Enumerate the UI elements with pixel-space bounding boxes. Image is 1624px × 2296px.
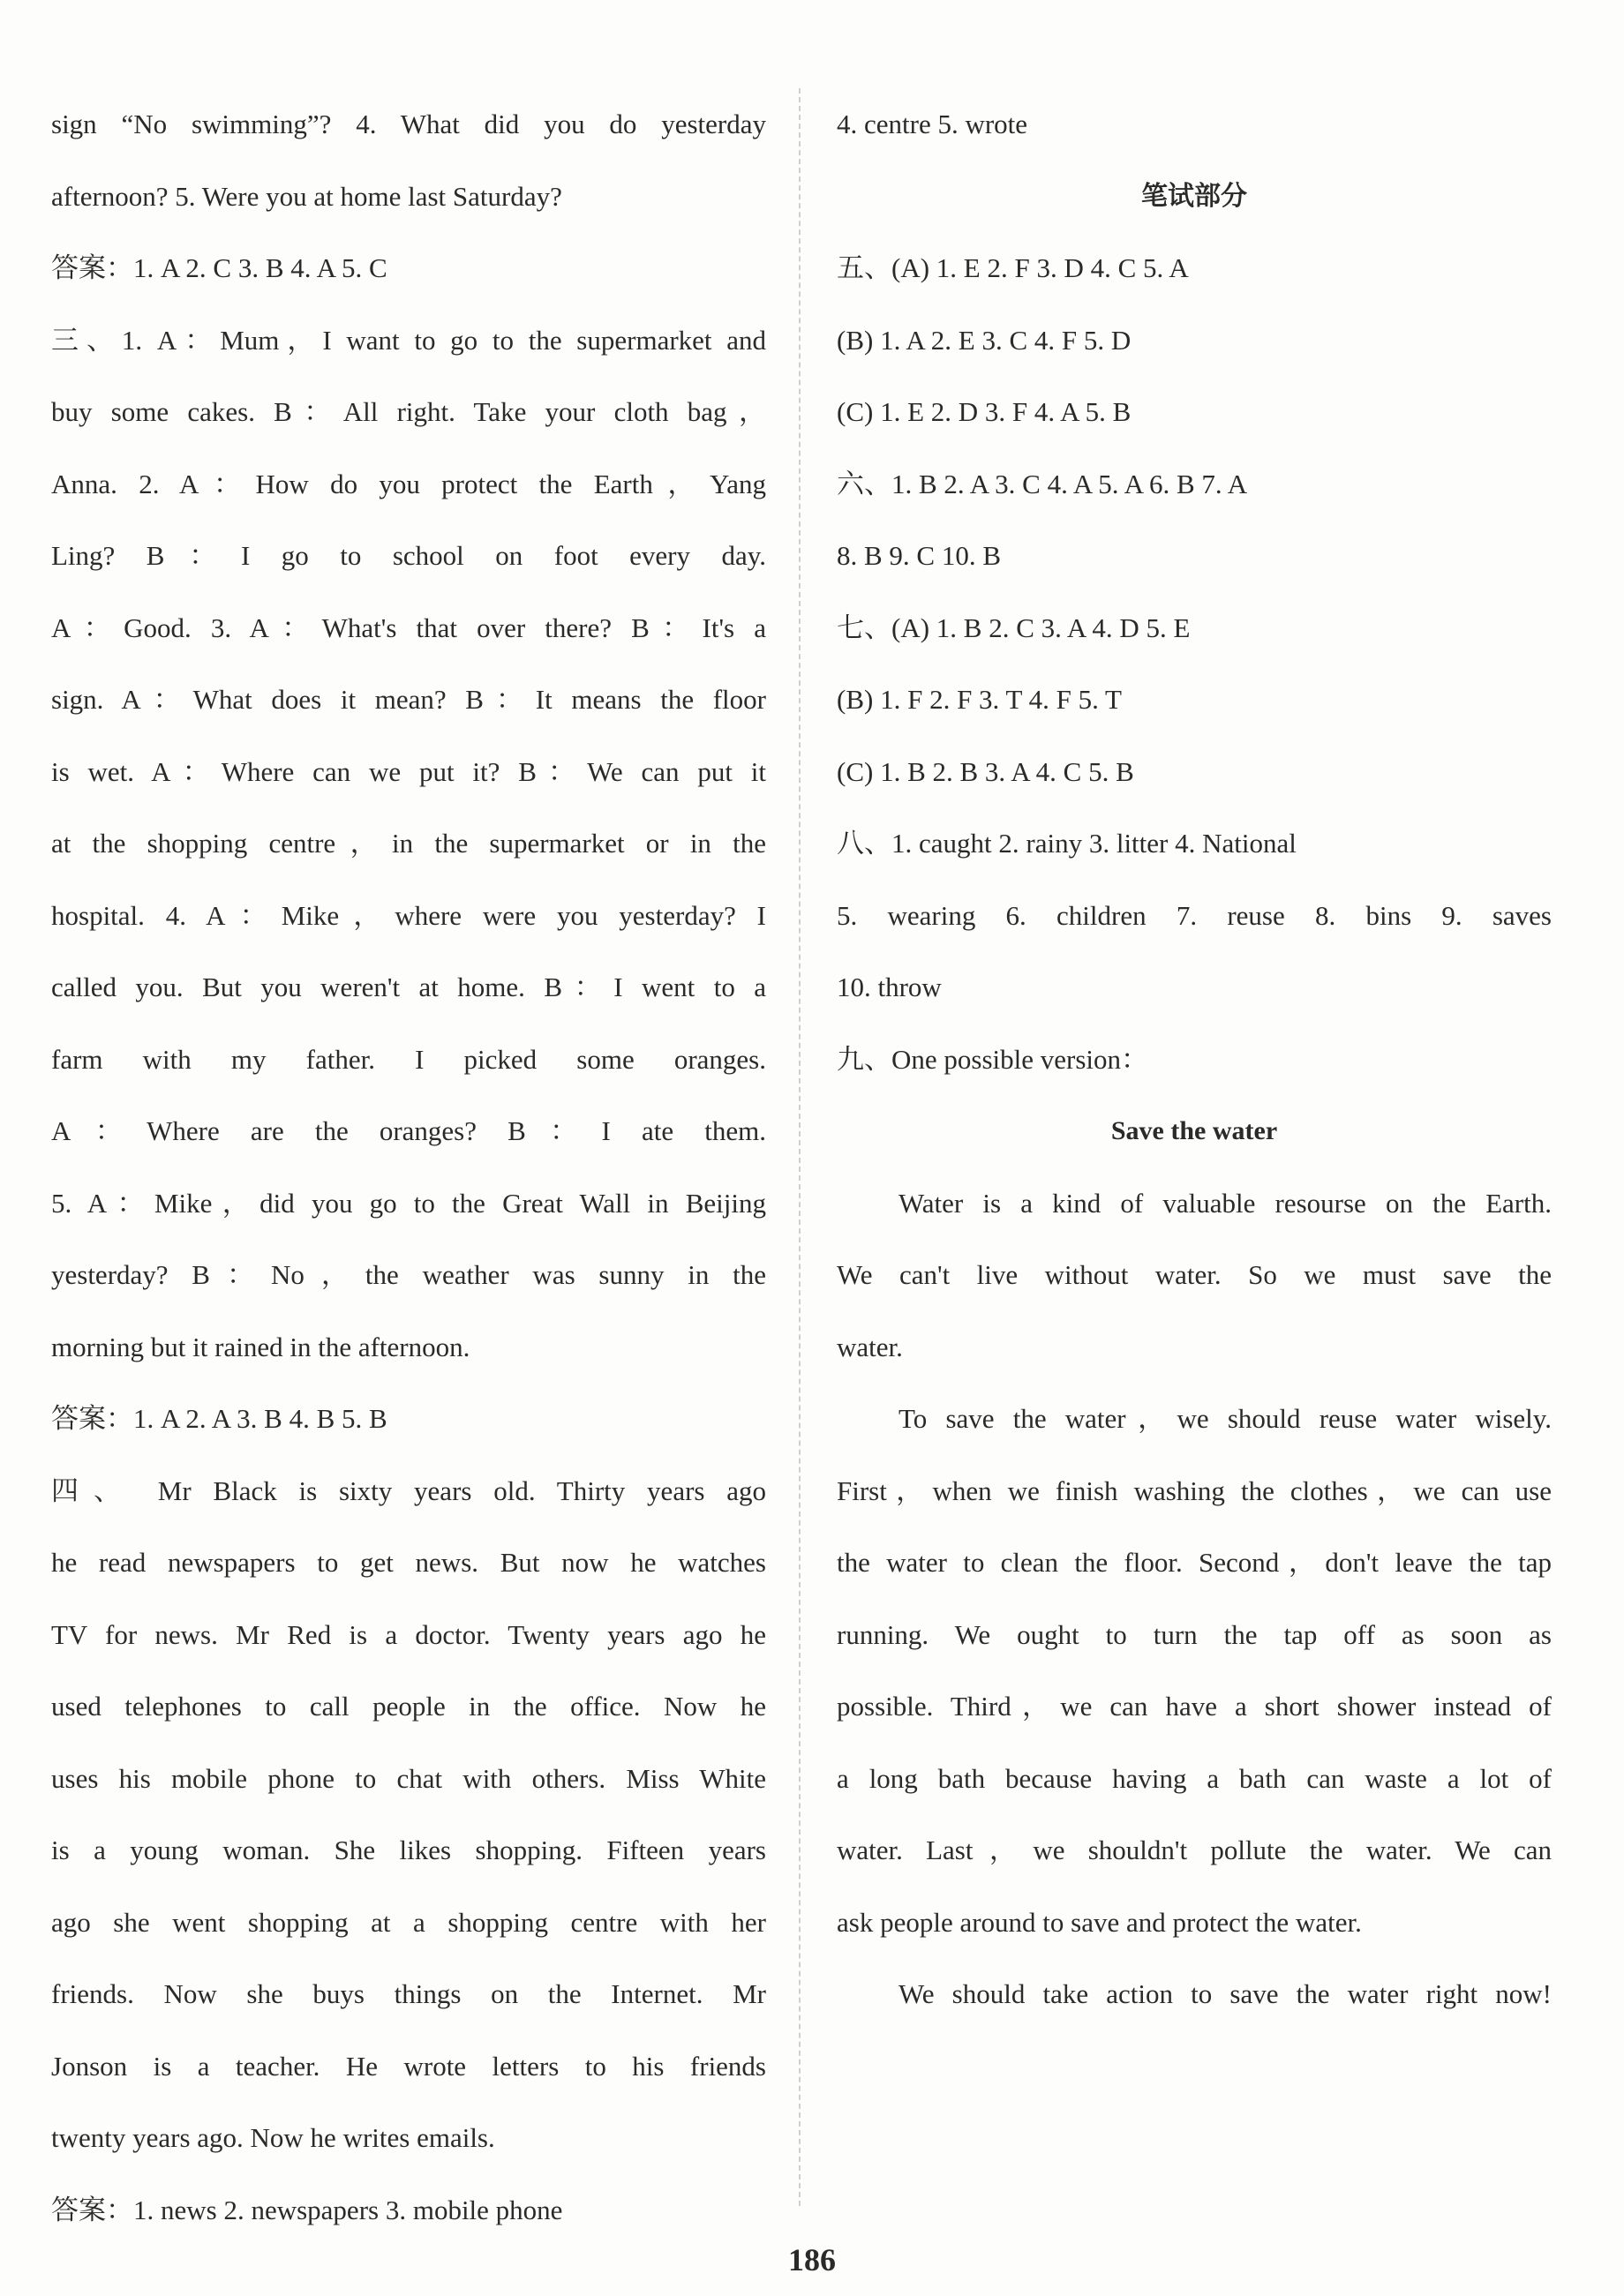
text-line: 三、1. A：Mum，I want to go to the supermarket and — [51, 324, 766, 356]
column-divider — [799, 88, 801, 2206]
essay-line: the water to clean the floor. Second，don't leave the tap — [837, 1547, 1552, 1578]
text-line: 答案：1. news 2. newspapers 3. mobile phone — [51, 2194, 563, 2225]
answer-line: 8. B 9. C 10. B — [837, 540, 1002, 571]
essay-line: running. We ought to turn the tap off as soon as — [837, 1618, 1552, 1650]
text-line: called you. But you weren't at home. B：I went to a — [51, 972, 766, 1002]
answer-line: 八、1. caught 2. rainy 3. litter 4. National — [837, 828, 1297, 859]
page-number: 186 — [788, 2242, 836, 2277]
answer-line: 5. wearing 6. children 7. reuse 8. bins 9. saves — [837, 899, 1552, 931]
text-line: buy some cakes. B：All right. Take your cloth bag， — [51, 396, 766, 427]
essay-line: Water is a kind of valuable resourse on the Earth. — [898, 1187, 1552, 1219]
text-line: twenty years ago. Now he writes emails. — [51, 2122, 495, 2153]
answer-line: (B) 1. F 2. F 3. T 4. F 5. T — [837, 684, 1122, 715]
text-line: at the shopping centre，in the supermarket or in the — [51, 828, 766, 859]
text-line: is a young woman. She likes shopping. Fifteen years — [51, 1835, 766, 1865]
text-line: sign. A：What does it mean? B：It means the floor — [51, 684, 766, 715]
text-line: Anna. 2. A：How do you protect the Earth，Yang — [51, 468, 766, 499]
text-line: is wet. A：Where can we put it? B：We can put it — [51, 755, 766, 787]
text-line: 四、 Mr Black is sixty years old. Thirty years ago — [51, 1474, 766, 1506]
text-line: he read newspapers to get news. But now he watches — [51, 1547, 766, 1578]
essay-line: water. — [837, 1331, 903, 1362]
right-column — [837, 88, 1552, 2030]
text-line: farm with my father. I picked some oranges. — [51, 1043, 766, 1075]
text-line: TV for news. Mr Red is a doctor. Twenty years ago he — [51, 1618, 766, 1650]
essay-line: ask people around to save and protect the water. — [837, 1906, 1362, 1938]
text-line: Ling? B：I go to school on foot every day. — [51, 540, 766, 571]
text-line: used telephones to call people in the office. Now he — [51, 1691, 766, 1722]
answer-lines — [837, 232, 1552, 1095]
essay-body — [837, 1167, 1552, 2030]
answer-line: (C) 1. B 2. B 3. A 4. C 5. B — [837, 755, 1134, 787]
text-line: hospital. 4. A：Mike，where were you yesterday? I — [51, 899, 766, 931]
essay-line: a long bath because having a bath can waste a lot of — [837, 1762, 1552, 1794]
essay-line: possible. Third，we can have a short shower instead of — [837, 1691, 1552, 1722]
left-column — [51, 88, 766, 2246]
right-top-line: 4. centre 5. wrote — [837, 109, 1028, 139]
answer-line: 六、1. B 2. A 3. C 4. A 5. A 6. B 7. A — [837, 468, 1248, 499]
text-line: uses his mobile phone to chat with others. Miss White — [51, 1762, 766, 1794]
text-line: ago she went shopping at a shopping centre with her — [51, 1906, 766, 1938]
text-line: Jonson is a teacher. He wrote letters to his friends — [51, 2050, 766, 2082]
text-line: afternoon? 5. Were you at home last Saturday? — [51, 180, 562, 212]
essay-title: Save the water — [1110, 1116, 1278, 1145]
essay-line: To save the water，we should reuse water wisely. — [898, 1403, 1552, 1434]
text-line: morning but it rained in the afternoon. — [51, 1331, 470, 1362]
answer-line: 九、One possible version： — [837, 1043, 1149, 1075]
essay-line: We should take action to save the water right now! — [898, 1978, 1552, 2009]
text-line: 答案：1. A 2. C 3. B 4. A 5. C — [51, 252, 387, 283]
answer-line: (C) 1. E 2. D 3. F 4. A 5. B — [837, 396, 1132, 427]
essay-line: water. Last，we shouldn't pollute the water. We can — [837, 1835, 1552, 1865]
text-line: sign “No swimming”? 4. What did you do yesterday — [51, 109, 766, 139]
text-line: 答案：1. A 2. A 3. B 4. B 5. B — [51, 1403, 387, 1434]
essay-line: We can't live without water. So we must save the — [837, 1259, 1552, 1290]
text-line: friends. Now she buys things on the Internet. Mr — [51, 1978, 766, 2009]
text-line: A：Where are the oranges? B：I ate them. — [51, 1115, 766, 1146]
answer-line: 五、(A) 1. E 2. F 3. D 4. C 5. A — [837, 252, 1189, 283]
answer-line: 七、(A) 1. B 2. C 3. A 4. D 5. E — [837, 612, 1191, 643]
text-line: 5. A：Mike，did you go to the Great Wall in Beijing — [51, 1187, 766, 1219]
answer-line: (B) 1. A 2. E 3. C 4. F 5. D — [837, 324, 1132, 356]
text-line: A：Good. 3. A：What's that over there? B：It's a — [51, 612, 766, 643]
text-line: yesterday? B：No，the weather was sunny in the — [51, 1259, 766, 1290]
answer-line: 10. throw — [837, 972, 942, 1002]
section-title: 笔试部分 — [1141, 180, 1247, 212]
essay-line: First，when we finish washing the clothes，we can use — [837, 1474, 1552, 1506]
